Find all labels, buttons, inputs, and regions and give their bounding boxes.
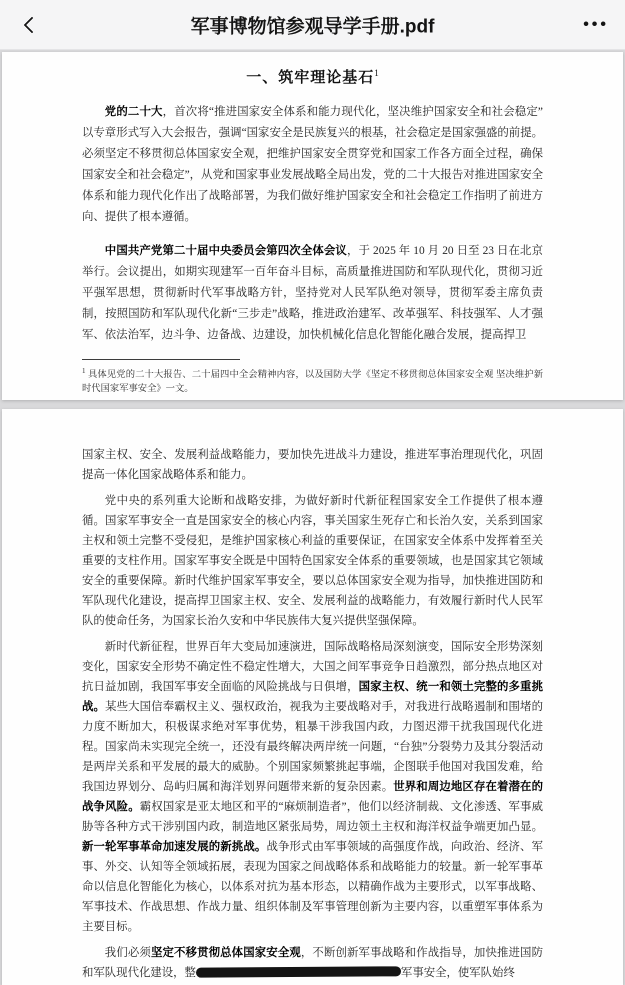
navbar	[0, 0, 625, 50]
footnote-number: 1	[82, 367, 86, 375]
footnote-separator	[82, 359, 240, 360]
paragraph	[82, 445, 543, 485]
redaction-bar	[196, 966, 401, 977]
page2-body	[82, 445, 543, 983]
pdf-page-2	[2, 409, 623, 985]
text-run: ，首次将“推进国家安全体系和能力现代化，坚决维护国家安全和社会稳定”以专章形式写入大会报告，强调“国家安全是民族复兴的根基，社会稳定是国家强盛的前提。必须坚定不移贯彻总体国家安全观，把维护国家安全贯穿党和国家工作各方面全过程，确保国家安全和社会稳定”，从党和国家事业发展战略全局出发，党的二十大报告对推进国家安全体系和能力现代化作出了战略部署，为我们做好维护国家安全和社会稳定工作指明了前进方向、提供了根本遵循。	[82, 106, 543, 223]
text-run: 党中央的系列重大论断和战略安排，为做好新时代新征程国家安全工作提供了根本遵循。国家军事安全一直是国家安全的核心内容，事关国家生死存亡和长治久安，关系到国家主权和领土完整不受侵犯，是维护国家核心利益的重要保证，在国家安全体系中发挥着至关重要的支柱作用。国家军事安全既是中国特色国家安全体系的重要领域，也是国家其它领域安全的重要保障。新时代维护国家军事安全，要以总体国家安全观为指导，加快推进国防和军队现代化建设，提高捍卫国家主权、安全、发展利益的战略能力，有效履行新时代人民军队的使命任务，为国家长治久安和中华民族伟大复兴提供坚强保障。	[82, 495, 543, 627]
document-title: 军事博物馆参观导学手册.pdf	[190, 16, 435, 37]
paragraph	[82, 241, 543, 346]
back-button[interactable]	[14, 0, 50, 50]
paragraph	[82, 102, 543, 228]
text-run: 坚定不移贯彻总体国家安全观	[150, 947, 301, 959]
text-run: 国家主权、安全、发展利益战略能力，要加快先进战斗力建设，推进军事治理现代化，巩固提高一体化国家战略体系和能力。	[82, 449, 543, 481]
text-run: 中国共产党第二十届中央委员会第四次全体会议	[104, 245, 347, 257]
text-run: 霸权国家是亚太地区和平的“麻烦制造者”，他们以经济制裁、文化渗透、军事威胁等各种方式干涉别国内政，制造地区紧张局势，周边领土主权和海洋权益争端更加凸显。	[82, 801, 543, 833]
chevron-left-icon	[24, 17, 41, 34]
text-run: 战争形式由军事领域的高强度作战，向政治、经济、军事、外交、认知等全领域拓展，表现为国家之间战略体系和战略能力的较量。新一轮军事革命以信息化智能化为核心，以体系对抗为基本形态，以精确作战为主要形式，以军事战略、军事技术、作战思想、作战力量、组织体制及军事管理创新为主要内容，以重塑军事体系为主要目标。	[82, 841, 543, 933]
footnote-marker: 1	[374, 68, 379, 78]
paragraph	[82, 637, 543, 937]
section-heading	[82, 66, 543, 87]
more-options-button[interactable]: •••	[583, 16, 609, 33]
text-run: ，于 2025 年 10 月 20 日至 23 日在北京举行。会议提出，如期实现建军一百年奋斗目标，高质量推进国防和军队现代化，贯彻习近平强军思想，贯彻新时代军事战略方针，坚持党对人民军队绝对领导，贯彻军委主席负责制，按照国防和军队现代化新“三步走”战略，推进政治建军、改革强军、科技强军、人才强军、依法治军，边斗争、边备战、边建设，加快机械化信息化智能化融合发展，提高捍卫	[82, 245, 543, 341]
text-run: 党的二十大	[104, 106, 163, 118]
text-run: 某些大国信奉霸权主义、强权政治，视我为主要战略对手，对我进行战略遏制和围堵的力度不断加大，积极谋求绝对军事优势，粗暴干涉我国内政，力图迟滞干扰我国现代化进程。国家尚未实现完全统一，还没有最终解决两岸统一问题，“台独”分裂势力及其分裂活动是两岸关系和平发展的最大的威胁。个别国家频繁挑起事端，企图联手他国对我国发难，给我国边界划分、岛屿归属和海洋划界问题带来新的复杂因素。	[82, 701, 543, 793]
text-run: 新一轮军事革命加速发展的新挑战。	[82, 841, 267, 853]
section-heading-text: 一、筑牢理论基石	[246, 70, 375, 86]
text-run: 国家主权、统一和领土完整的多重挑战。	[82, 681, 543, 713]
page1-body	[82, 102, 543, 346]
text-run: ，不断创新军事战略和作战指导，加快推进国防和军队现代化建设，整	[82, 947, 543, 979]
text-run: 新时代新征程，世界百年大变局加速演进，国际战略格局深刻演变，国际安全形势深刻变化，国家安全形势不确定性不稳定性增大，大国之间军事竞争日趋激烈，部分热点地区对抗日益加剧，我国军事安全面临的风险挑战与日俱增，	[82, 641, 543, 693]
text-run: 我们必须	[104, 947, 151, 959]
pdf-page-1	[2, 52, 623, 400]
text-run: 世界和周边地区存在着潜在的战争风险。	[82, 781, 543, 813]
paragraph	[82, 943, 543, 983]
footnote-text: 具体见党的二十大报告、二十届四中全会精神内容，以及国防大学《坚定不移贯彻总体国家安全观 坚决维护新时代国家军事安全》一文。	[82, 370, 544, 394]
paragraph	[82, 491, 543, 631]
footnote	[82, 365, 543, 396]
pdf-scroll-area[interactable]	[0, 52, 625, 985]
text-run: 军事安全，使军队始终	[400, 967, 515, 979]
